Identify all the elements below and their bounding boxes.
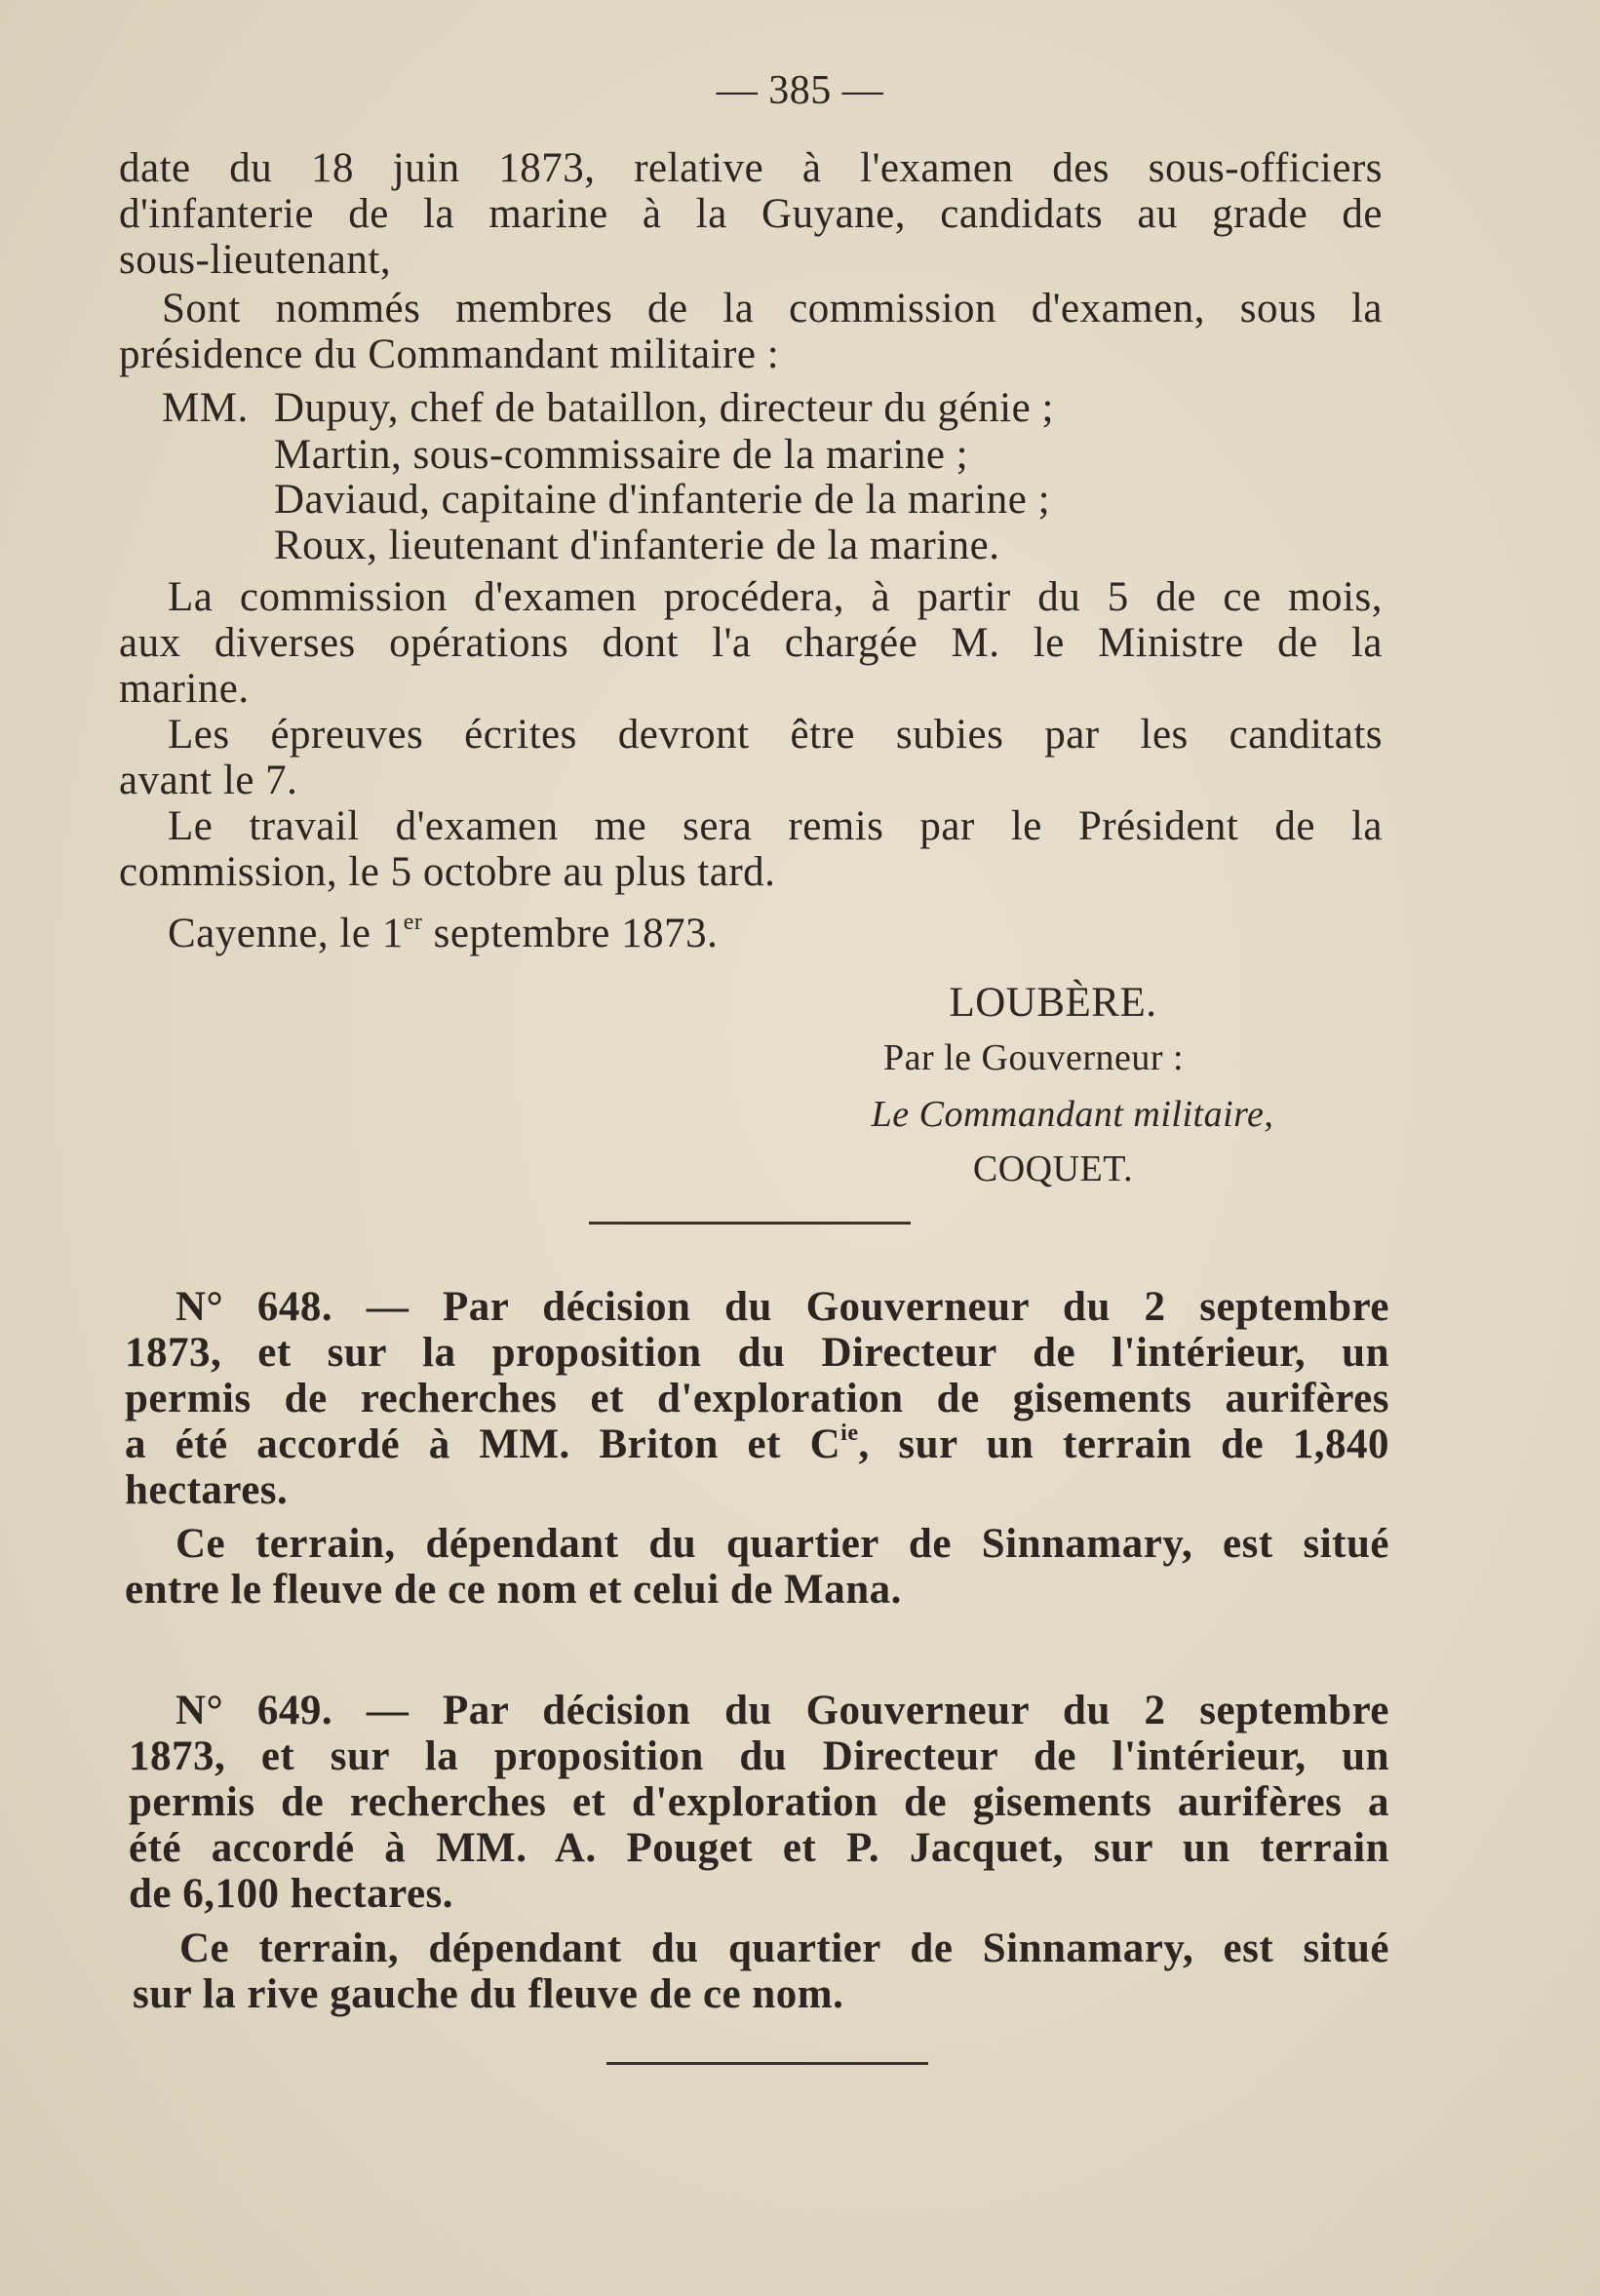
text-line: date du 18 juin 1873, relative à l'examen des sous-officiers (119, 145, 1383, 191)
page-number: — 385 — (716, 68, 884, 113)
section-divider (589, 1222, 911, 1225)
text-line: Le travail d'examen me sera remis par le Président de la (168, 803, 1383, 849)
text-line: présidence du Commandant militaire : (119, 331, 780, 377)
text-line: Ce terrain, dépendant du quartier de Sinnamary, est situé (179, 1926, 1389, 1971)
text-line: permis de recherches et d'exploration de gisements aurifères a (129, 1779, 1389, 1825)
text-line: d'infanterie de la marine à la Guyane, candidats au grade de (119, 191, 1383, 237)
text-line: La commission d'examen procédera, à partir du 5 de ce mois, (168, 574, 1383, 620)
member-line: Dupuy, chef de bataillon, directeur du génie ; (274, 385, 1054, 431)
text-line: N° 649. — Par décision du Gouverneur du 2 septembre (176, 1688, 1389, 1733)
signatory-name: LOUBÈRE. (949, 980, 1157, 1026)
text-line: sous-lieutenant, (119, 237, 392, 283)
text-line: été accordé à MM. A. Pouget et P. Jacquet, sur un terrain (129, 1825, 1389, 1871)
members-prefix: MM. (162, 385, 249, 431)
text-line: entre le fleuve de ce nom et celui de Mana. (125, 1567, 902, 1613)
text-line: de 6,100 hectares. (129, 1871, 454, 1917)
section-divider (606, 2062, 928, 2065)
text-line: hectares. (125, 1467, 289, 1513)
text-line: Sont nommés membres de la commission d'examen, sous la (162, 286, 1383, 331)
text-line: Les épreuves écrites devront être subies par les canditats (168, 712, 1383, 758)
text-line: 1873, et sur la proposition du Directeur de l'intérieur, un (125, 1330, 1389, 1376)
text-line: Ce terrain, dépendant du quartier de Sinnamary, est situé (176, 1521, 1389, 1567)
text-line: avant le 7. (119, 758, 298, 803)
place-date-text: septembre 1873. (422, 911, 719, 956)
text-line: permis de recherches et d'exploration de gisements aurifères (125, 1376, 1389, 1421)
text-line (125, 1422, 1389, 1467)
place-date-text: Cayenne, le 1 (168, 911, 404, 956)
text-line: aux diverses opérations dont l'a chargée M. le Ministre de la (119, 620, 1383, 666)
signature-role-name: COQUET. (972, 1148, 1134, 1189)
superscript: er (403, 910, 423, 935)
text-line: commission, le 5 octobre au plus tard. (119, 849, 776, 895)
signature-role: Le Commandant militaire, (871, 1094, 1274, 1135)
signature-by: Par le Gouverneur : (882, 1037, 1185, 1078)
superscript: ie (840, 1420, 859, 1446)
member-line: Martin, sous-commissaire de la marine ; (274, 432, 969, 478)
member-line: Daviaud, capitaine d'infanterie de la marine ; (274, 477, 1051, 523)
place-date (168, 912, 1045, 956)
text-line: sur la rive gauche du fleuve de ce nom. (133, 1971, 844, 2017)
text-segment: , sur un terrain de 1,840 (858, 1421, 1389, 1467)
text-line: marine. (119, 666, 250, 712)
text-segment: a été accordé à MM. Briton et C (125, 1421, 841, 1467)
text-line: N° 648. — Par décision du Gouverneur du 2 septembre (176, 1284, 1389, 1330)
text-line: 1873, et sur la proposition du Directeur de l'intérieur, un (129, 1733, 1389, 1779)
member-line: Roux, lieutenant d'infanterie de la marine. (274, 523, 1000, 568)
